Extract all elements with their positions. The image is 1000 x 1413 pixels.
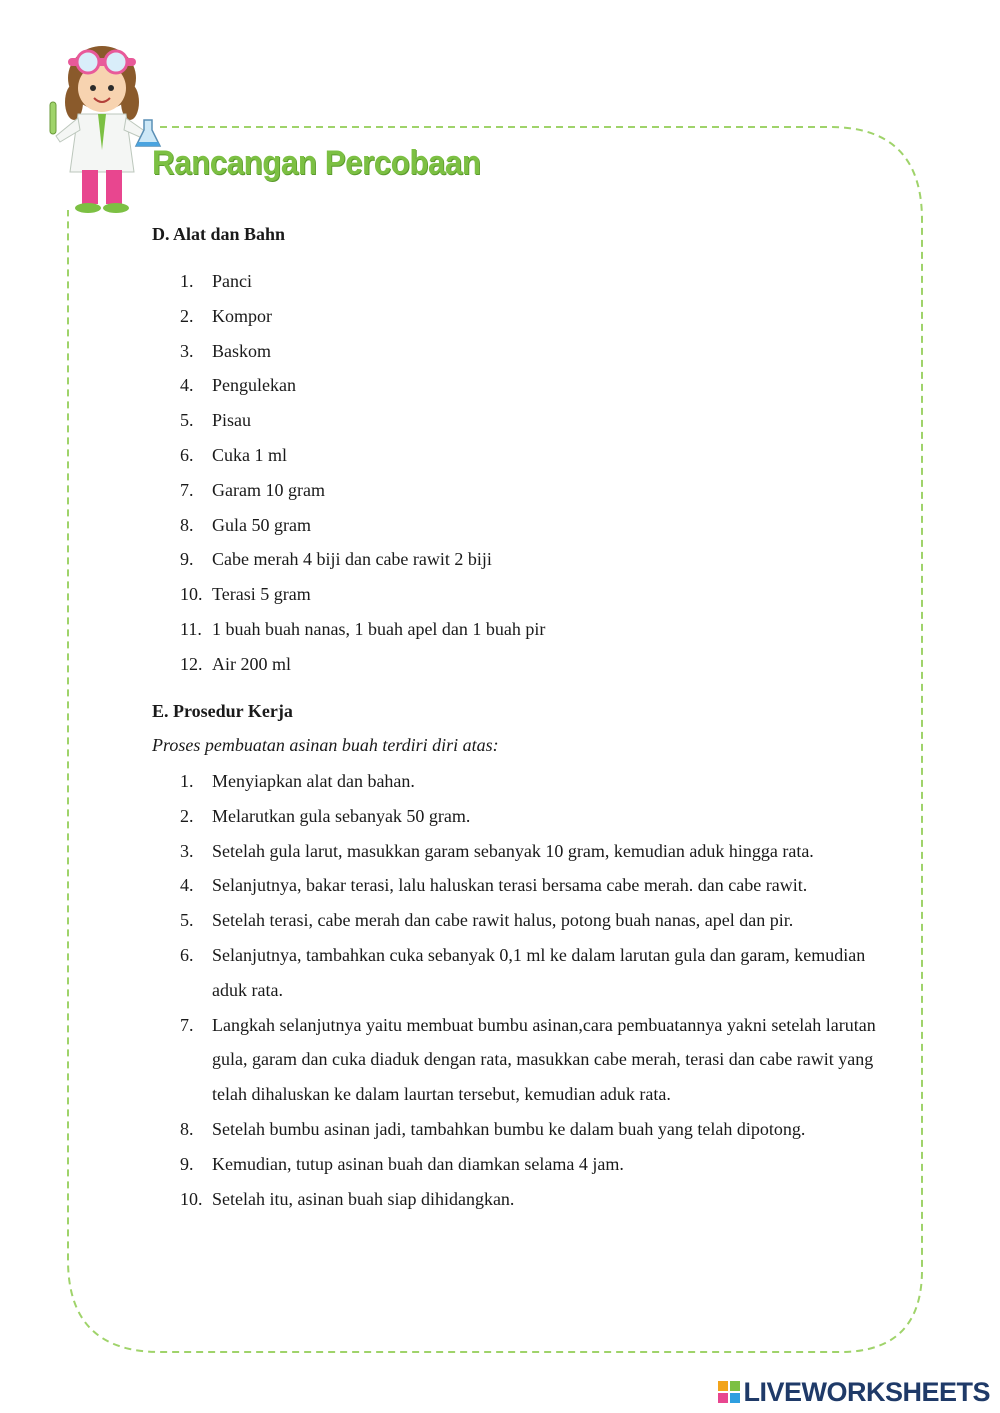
list-item	[0, 438, 892, 473]
list-item	[0, 903, 892, 938]
list-item-text: Garam 10 gram	[212, 479, 325, 500]
list-item-number: 2.	[180, 805, 194, 826]
list-item	[0, 334, 892, 369]
list-item-text: Menyiapkan alat dan bahan.	[212, 771, 415, 791]
list-item-number: 8.	[180, 1118, 194, 1139]
list-item-text: 1 buah buah nanas, 1 buah apel dan 1 buah pir	[212, 618, 546, 639]
list-item-number: 9.	[180, 1153, 194, 1174]
list-item	[0, 542, 892, 577]
list-item	[0, 764, 892, 799]
list-item-text: Selanjutnya, tambahkan cuka sebanyak 0,1 ml ke dalam larutan gula dan garam, kemudian aduk rata.	[212, 944, 866, 1000]
list-item-text: Kemudian, tutup asinan buah dan diamkan selama 4 jam.	[212, 1153, 624, 1174]
list-item	[0, 403, 892, 438]
list-item	[0, 1112, 892, 1147]
list-item-number: 7.	[180, 479, 194, 500]
list-item-number: 4.	[180, 375, 194, 396]
list-item-text: Terasi 5 gram	[212, 584, 311, 605]
list-item-text: Setelah bumbu asinan jadi, tambahkan bumbu ke dalam buah yang telah dipotong.	[212, 1118, 806, 1139]
list-item	[0, 868, 892, 903]
list-item	[0, 264, 892, 299]
list-item-text: Panci	[212, 271, 252, 291]
brand-footer	[718, 1377, 990, 1407]
list-item-text: Pisau	[212, 410, 252, 431]
list-item-text: Langkah selanjutnya yaitu membuat bumbu asinan,cara pembuatannya yakni setelah larutan gula, garam dan cuka diaduk dengan rata, masukkan cabe merah, terasi dan cabe rawit yang telah dihaluskan ke dalam laurtan tersebut, kemudian aduk rata.	[212, 1014, 876, 1105]
section-heading-prosedur: E. Prosedur Kerja	[152, 701, 293, 721]
scientist-girl-icon	[40, 40, 165, 215]
list-item	[0, 1147, 892, 1182]
list-item-text: Setelah gula larut, masukkan garam sebanyak 10 gram, kemudian aduk hingga rata.	[212, 840, 814, 861]
list-item-number: 4.	[180, 875, 194, 896]
list-item-number: 6.	[180, 444, 194, 465]
list-item-number: 10.	[180, 584, 203, 605]
list-item-text: Cuka 1 ml	[212, 444, 287, 465]
list-item-number: 3.	[180, 840, 194, 861]
list-item-number: 1.	[180, 271, 194, 291]
prosedur-intro: Proses pembuatan asinan buah terdiri diri atas:	[152, 735, 499, 755]
list-item-text: Melarutkan gula sebanyak 50 gram.	[212, 805, 471, 826]
section-heading-alat: D. Alat dan Bahn	[152, 224, 286, 244]
list-item-text: Air 200 ml	[212, 653, 291, 674]
list-item-text: Gula 50 gram	[212, 514, 311, 535]
list-item-number: 8.	[180, 514, 194, 535]
list-item-text: Setelah itu, asinan buah siap dihidangkan.	[212, 1188, 515, 1209]
list-item-number: 7.	[180, 1014, 194, 1035]
list-item-number: 3.	[180, 340, 194, 361]
prosedur-list	[0, 764, 892, 1216]
page-title: Rancangan Percobaan	[152, 144, 481, 182]
list-item	[0, 299, 892, 334]
list-item	[0, 938, 892, 1008]
list-item	[0, 473, 892, 508]
list-item	[0, 612, 892, 647]
list-item-text: Baskom	[212, 340, 272, 361]
list-item	[0, 647, 892, 682]
list-item-number: 12.	[180, 653, 203, 674]
list-item	[0, 1008, 892, 1112]
list-item-number: 10.	[180, 1188, 203, 1209]
list-item-text: Kompor	[212, 305, 272, 326]
list-item	[0, 1182, 892, 1217]
list-item-number: 11.	[180, 618, 202, 639]
list-item	[0, 577, 892, 612]
list-item-number: 1.	[180, 771, 194, 791]
list-item-number: 5.	[180, 410, 194, 431]
alat-list	[0, 264, 892, 682]
list-item	[0, 508, 892, 543]
list-item	[0, 834, 892, 869]
list-item	[0, 368, 892, 403]
liveworksheets-logo-icon	[718, 1381, 740, 1403]
list-item-number: 6.	[180, 944, 194, 965]
list-item-number: 2.	[180, 305, 194, 326]
list-item-text: Cabe merah 4 biji dan cabe rawit 2 biji	[212, 549, 492, 570]
list-item-number: 9.	[180, 549, 194, 570]
brand-text: LIVEWORKSHEETS	[743, 1376, 990, 1407]
list-item-text: Pengulekan	[212, 375, 296, 396]
list-item-text: Selanjutnya, bakar terasi, lalu haluskan terasi bersama cabe merah. dan cabe rawit.	[212, 875, 808, 896]
list-item-text: Setelah terasi, cabe merah dan cabe rawit halus, potong buah nanas, apel dan pir.	[212, 910, 794, 931]
list-item-number: 5.	[180, 910, 194, 931]
list-item	[0, 799, 892, 834]
